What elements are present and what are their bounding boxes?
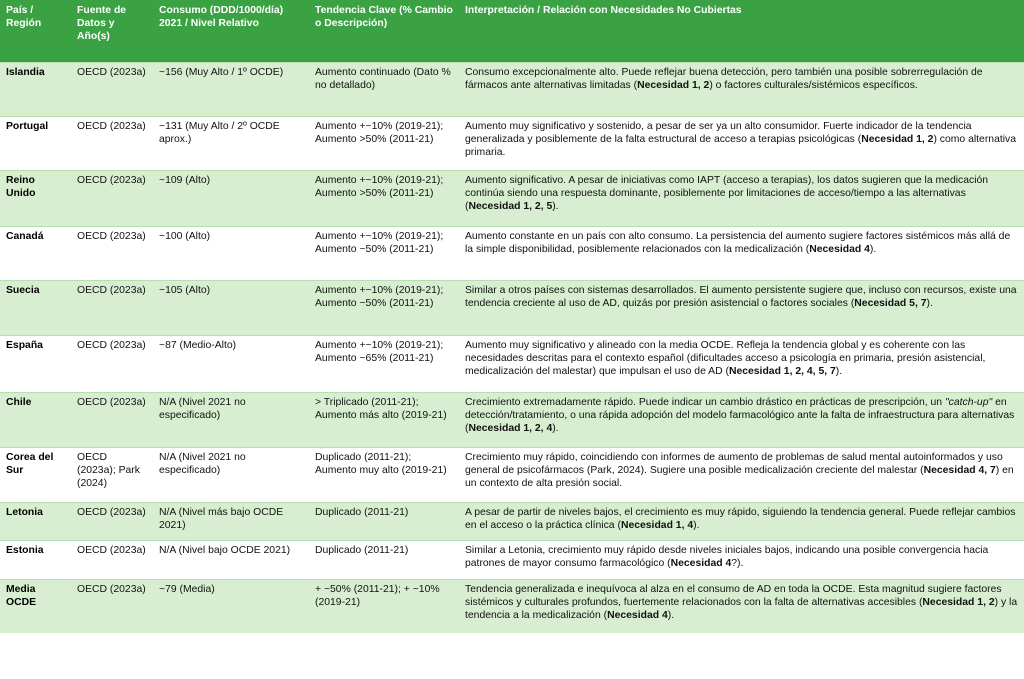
table-row: [0, 281, 1024, 336]
cell-country: Letonia: [0, 503, 71, 541]
cell-source: OECD (2023a): [71, 63, 153, 117]
cell-source: OECD (2023a): [71, 281, 153, 336]
interpretation-text: Aumento significativo. A pesar de iniciativas como IAPT (acceso a terapias), los datos sugieren que la medicación continúa siendo una respuesta dominante, posiblemente por limitaciones de acceso/tiempo a las alternativas (: [465, 175, 989, 212]
cell-consumption: ~105 (Alto): [153, 281, 309, 336]
table-row: [0, 541, 1024, 580]
table-row: [0, 448, 1024, 503]
cell-interpretation: [459, 117, 1024, 171]
interpretation-text: ).: [552, 423, 559, 434]
cell-source: OECD (2023a): [71, 227, 153, 281]
header-trend: Tendencia Clave (% Cambio o Descripción): [309, 0, 459, 63]
cell-consumption: N/A (Nivel 2021 no especificado): [153, 393, 309, 448]
cell-consumption: N/A (Nivel 2021 no especificado): [153, 448, 309, 503]
cell-interpretation: [459, 63, 1024, 117]
interpretation-text: Aumento muy significativo y sostenido, a pesar de ser ya un alto consumidor. Fuerte indicador de la tendencia generalizada y posiblemente de la falta estructural de acceso a terapias psicológicas (: [465, 121, 972, 145]
interpretation-text: Similar a otros países con sistemas desarrollados. El aumento persistente sugiere que, incluso con recursos, existe una tendencia creciente al uso de AD, quizás por presión asistencial o factores sociales (: [465, 285, 1017, 309]
interpretation-text: Aumento constante en un país con alto consumo. La persistencia del aumento sugiere factores sistémicos más allá de la simple disponibilidad, posiblemente relacionados con la medicalización (: [465, 231, 1011, 255]
header-interpretation: Interpretación / Relación con Necesidades No Cubiertas: [459, 0, 1024, 63]
cell-country: Islandia: [0, 63, 71, 117]
cell-interpretation: [459, 393, 1024, 448]
need-reference: Necesidad 1, 2, 5: [468, 201, 553, 212]
interpretation-text: Crecimiento muy rápido, coincidiendo con informes de aumento de problemas de salud mental autoinformados y uso general de psicofármacos (Park, 2024). Sugiere una posible medicalización creciente del malestar (: [465, 452, 1003, 476]
cell-trend: Aumento +~10% (2019-21); Aumento ~65% (2011-21): [309, 336, 459, 393]
cell-country: España: [0, 336, 71, 393]
cell-source: OECD (2023a); Park (2024): [71, 448, 153, 503]
cell-country: Chile: [0, 393, 71, 448]
interpretation-text: Tendencia generalizada e inequívoca al alza en el consumo de AD en toda la OCDE. Esta magnitud sugiere factores sistémicos y culturales profundos, fuertemente relacionados con la falta de alternativas accesibles (: [465, 584, 1002, 608]
cell-country: Corea del Sur: [0, 448, 71, 503]
need-reference: Necesidad 4: [670, 558, 732, 569]
cell-trend: > Triplicado (2011-21); Aumento más alto (2019-21): [309, 393, 459, 448]
interpretation-text: ) en un contexto de alta presión social.: [465, 465, 1014, 489]
cell-interpretation: [459, 541, 1024, 580]
cell-interpretation: [459, 580, 1024, 633]
need-reference: Necesidad 1, 2, 4, 5, 7: [728, 366, 836, 377]
table-row: [0, 503, 1024, 541]
cell-country: Estonia: [0, 541, 71, 580]
interpretation-text: A pesar de partir de niveles bajos, el crecimiento es muy rápido, siguiendo la tendencia general. Puede reflejar cambios en el acceso o la práctica clínica (: [465, 507, 1016, 531]
cell-consumption: N/A (Nivel más bajo OCDE 2021): [153, 503, 309, 541]
cell-consumption: ~87 (Medio-Alto): [153, 336, 309, 393]
table-row: [0, 63, 1024, 117]
cell-country: Suecia: [0, 281, 71, 336]
cell-consumption: ~79 (Media): [153, 580, 309, 633]
interpretation-text: ).: [926, 298, 933, 309]
cell-trend: Aumento +~10% (2019-21); Aumento >50% (2011-21): [309, 117, 459, 171]
table-row: [0, 171, 1024, 227]
cell-trend: + ~50% (2011-21); + ~10% (2019-21): [309, 580, 459, 633]
cell-source: OECD (2023a): [71, 580, 153, 633]
interpretation-text: ).: [667, 610, 675, 621]
interpretation-text: ?).: [731, 558, 744, 569]
cell-source: OECD (2023a): [71, 117, 153, 171]
interpretation-text: Similar a Letonia, crecimiento muy rápido desde niveles iniciales bajos, indicando una posible convergencia hacia patrones de mayor consumo farmacológico (: [465, 545, 989, 569]
table-row: [0, 580, 1024, 633]
need-reference: Necesidad 1, 2: [861, 134, 934, 145]
cell-country: Portugal: [0, 117, 71, 171]
cell-interpretation: [459, 503, 1024, 541]
need-reference: Necesidad 1, 2, 4: [468, 423, 553, 434]
cell-source: OECD (2023a): [71, 541, 153, 580]
cell-interpretation: [459, 448, 1024, 503]
need-reference: Necesidad 5, 7: [854, 298, 927, 309]
cell-country: Reino Unido: [0, 171, 71, 227]
cell-trend: Duplicado (2011-21): [309, 541, 459, 580]
cell-trend: Aumento +~10% (2019-21); Aumento >50% (2011-21): [309, 171, 459, 227]
interpretation-text: ) y la tendencia a la medicalización (: [465, 597, 1018, 621]
interpretation-text: Crecimiento extremadamente rápido. Puede indicar un cambio drástico en prácticas de prescripción, un: [465, 397, 945, 408]
need-reference: Necesidad 4, 7: [923, 465, 996, 476]
interpretation-text: ).: [693, 520, 700, 531]
cell-source: OECD (2023a): [71, 171, 153, 227]
need-reference: Necesidad 1, 4: [620, 520, 694, 531]
cell-trend: Duplicado (2011-21): [309, 503, 459, 541]
cell-interpretation: [459, 336, 1024, 393]
cell-source: OECD (2023a): [71, 336, 153, 393]
interpretation-text: "catch-up": [944, 397, 993, 408]
table-row: [0, 227, 1024, 281]
cell-consumption: N/A (Nivel bajo OCDE 2021): [153, 541, 309, 580]
cell-consumption: ~156 (Muy Alto / 1º OCDE): [153, 63, 309, 117]
table-row: [0, 117, 1024, 171]
cell-interpretation: [459, 171, 1024, 227]
interpretation-text: ) o factores culturales/sistémicos específicos.: [709, 80, 918, 91]
header-source: Fuente de Datos y Año(s): [71, 0, 153, 63]
need-reference: Necesidad 1, 2: [922, 597, 995, 608]
interpretation-text: ) como alternativa primaria.: [465, 134, 1017, 158]
need-reference: Necesidad 4: [809, 244, 870, 255]
cell-source: OECD (2023a): [71, 393, 153, 448]
interpretation-text: en detección/tratamiento, o una rápida adopción del modelo farmacológico ante la falta de infraestructura para alternativas (: [465, 397, 1015, 434]
need-reference: Necesidad 4: [607, 610, 668, 621]
cell-country: Media OCDE: [0, 580, 71, 633]
table-row: [0, 393, 1024, 448]
header-country: País / Región: [0, 0, 71, 63]
cell-consumption: ~131 (Muy Alto / 2º OCDE aprox.): [153, 117, 309, 171]
cell-interpretation: [459, 281, 1024, 336]
cell-trend: Duplicado (2011-21); Aumento muy alto (2019-21): [309, 448, 459, 503]
cell-country: Canadá: [0, 227, 71, 281]
interpretation-text: ).: [835, 366, 843, 377]
cell-source: OECD (2023a): [71, 503, 153, 541]
table-header-row: [0, 0, 1024, 63]
interpretation-text: Aumento muy significativo y alineado con la media OCDE. Refleja la tendencia global y es coherente con las necesidades descritas para el contexto español (dificultades acceso a psicología en primaria, presión asistencial, medicalización del malestar) que impulsan el uso de AD (: [465, 340, 986, 377]
table-body: [0, 63, 1024, 633]
cell-trend: Aumento +~10% (2019-21); Aumento ~50% (2011-21): [309, 281, 459, 336]
cell-trend: Aumento continuado (Dato % no detallado): [309, 63, 459, 117]
cell-consumption: ~109 (Alto): [153, 171, 309, 227]
cell-trend: Aumento +~10% (2019-21); Aumento ~50% (2011-21): [309, 227, 459, 281]
header-consumption: Consumo (DDD/1000/día) 2021 / Nivel Relativo: [153, 0, 309, 63]
interpretation-text: ).: [552, 201, 559, 212]
interpretation-text: Consumo excepcionalmente alto. Puede reflejar buena detección, pero también una posible sobrerregulación de fármacos ante alternativas limitadas (: [465, 67, 983, 91]
cell-interpretation: [459, 227, 1024, 281]
need-reference: Necesidad 1, 2: [637, 80, 710, 91]
cell-consumption: ~100 (Alto): [153, 227, 309, 281]
interpretation-text: ).: [869, 244, 877, 255]
table-row: [0, 336, 1024, 393]
